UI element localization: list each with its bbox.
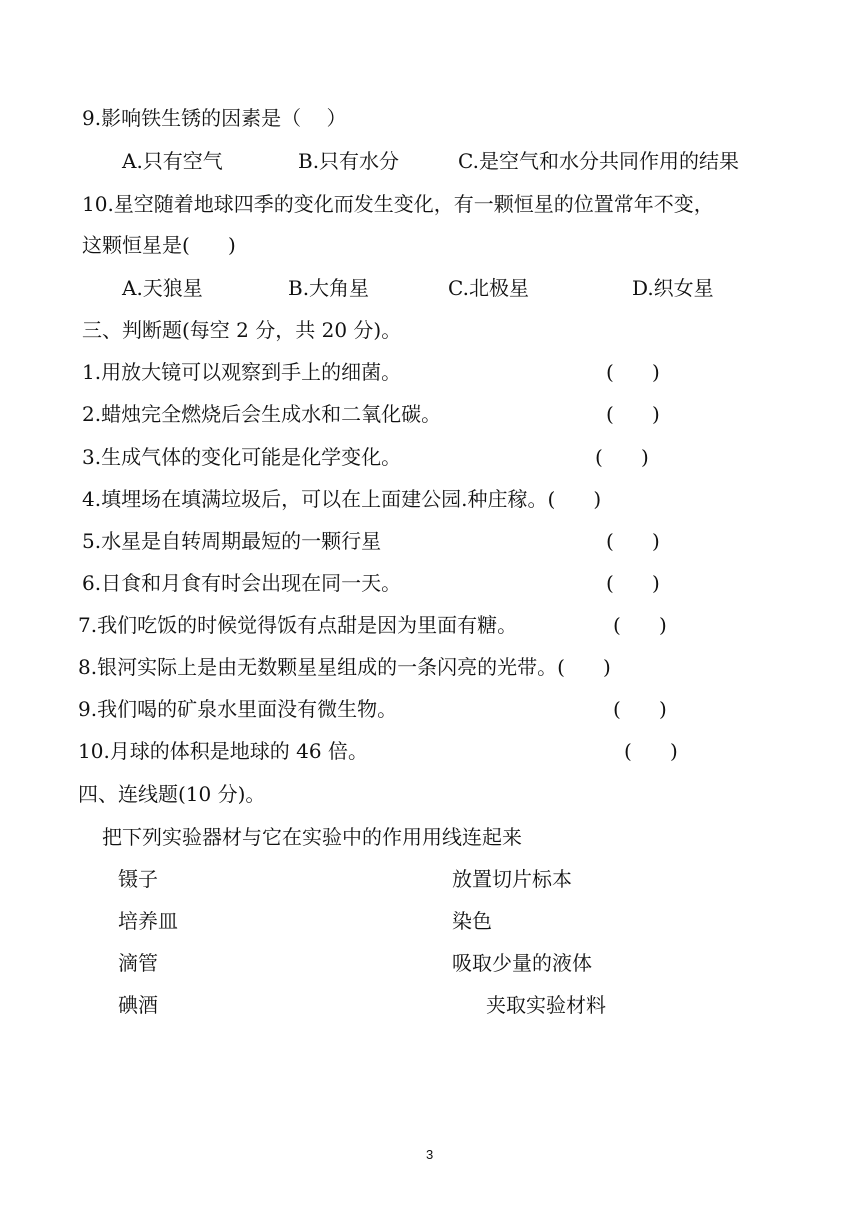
- match-right-4[interactable]: 夹取实验材料: [486, 993, 606, 1017]
- tf-item-7: 7.我们吃饭的时候觉得饭有点甜是因为里面有糖。: [78, 613, 518, 637]
- tf-item-10: 10.月球的体积是地球的 46 倍。: [78, 739, 368, 763]
- q10-stem-line1: 10.星空随着地球四季的变化而发生变化，有一颗恒星的位置常年不变，: [82, 192, 714, 216]
- tf-item-1-blank[interactable]: ( ): [606, 360, 660, 384]
- q10-option-c: C.北极星: [448, 276, 529, 300]
- tf-item-7-blank[interactable]: ( ): [613, 613, 667, 637]
- q9-option-b: B.只有水分: [298, 149, 400, 173]
- tf-item-1: 1.用放大镜可以观察到手上的细菌。: [82, 360, 402, 384]
- match-right-2[interactable]: 染色: [452, 909, 492, 933]
- match-left-3[interactable]: 滴管: [118, 951, 158, 975]
- tf-item-2-blank[interactable]: ( ): [606, 402, 660, 426]
- q10-option-b: B.大角星: [288, 276, 370, 300]
- match-right-3[interactable]: 吸取少量的液体: [452, 951, 592, 975]
- tf-item-5-blank[interactable]: ( ): [606, 529, 660, 553]
- q9-option-a: A.只有空气: [122, 149, 223, 173]
- tf-item-2: 2.蜡烛完全燃烧后会生成水和二氧化碳。: [82, 402, 442, 426]
- q10-option-d: D.织女星: [632, 276, 714, 300]
- section4-title: 四、连线题(10 分)。: [78, 782, 266, 806]
- tf-item-3: 3.生成气体的变化可能是化学变化。: [82, 445, 402, 469]
- tf-item-8: 8.银河实际上是由无数颗星星组成的一条闪亮的光带。( ): [78, 655, 611, 679]
- match-left-2[interactable]: 培养皿: [118, 909, 178, 933]
- tf-item-9: 9.我们喝的矿泉水里面没有微生物。: [78, 697, 398, 721]
- tf-item-3-blank[interactable]: ( ): [595, 445, 649, 469]
- q9-stem: 9.影响铁生锈的因素是（ ）: [82, 106, 347, 130]
- match-left-1[interactable]: 镊子: [118, 867, 158, 891]
- q9-option-c: C.是空气和水分共同作用的结果: [458, 149, 739, 173]
- tf-item-4: 4.填埋场在填满垃圾后，可以在上面建公园.种庄稼。( ): [82, 487, 602, 511]
- page-number: 3: [426, 1147, 434, 1162]
- tf-item-6-blank[interactable]: ( ): [606, 571, 660, 595]
- tf-item-5: 5.水星是自转周期最短的一颗行星: [82, 529, 382, 553]
- match-left-4[interactable]: 碘酒: [118, 993, 158, 1017]
- tf-item-10-blank[interactable]: ( ): [624, 739, 678, 763]
- section3-title: 三、判断题(每空 2 分，共 20 分)。: [82, 318, 402, 342]
- q10-stem-line2: 这颗恒星是( ): [82, 233, 236, 257]
- match-right-1[interactable]: 放置切片标本: [452, 867, 572, 891]
- q10-option-a: A.天狼星: [122, 276, 203, 300]
- tf-item-9-blank[interactable]: ( ): [613, 697, 667, 721]
- tf-item-6: 6.日食和月食有时会出现在同一天。: [82, 571, 402, 595]
- section4-instruction: 把下列实验器材与它在实验中的作用用线连起来: [102, 825, 522, 849]
